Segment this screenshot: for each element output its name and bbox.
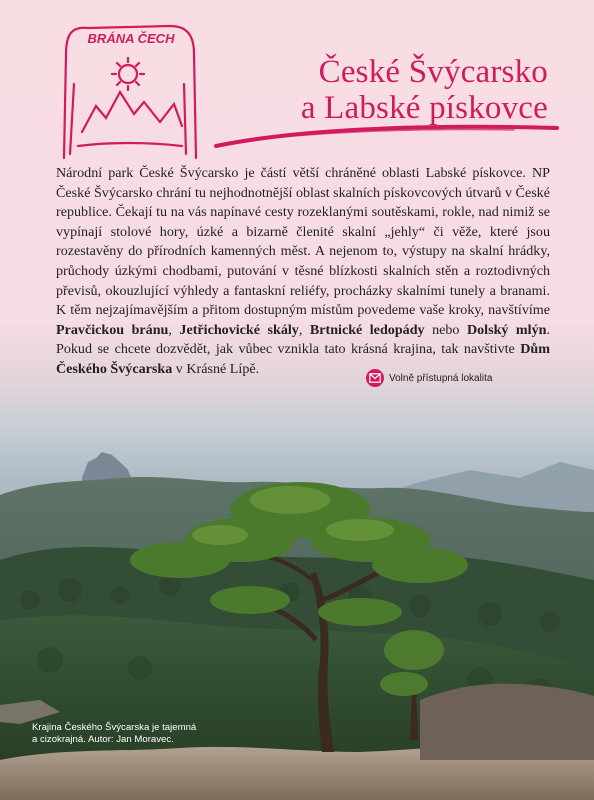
article-text: . Pokud se chcete dozvědět, jak vůbec vznikla tato krásná krajina, tak navštivte	[56, 321, 551, 358]
article-body	[56, 164, 550, 380]
access-note	[366, 368, 492, 388]
article-text: Národní park České Švýcarsko je částí větší chráněné oblasti Labské pískovce. NP České Švýcarsko chrání tu nejhodnotnější oblast skalních pískovcových útvarů v České republice. Čekají tu na vás napínavé cesty rozeklanými soutěskami, rokle, nad nimiž se vypínají stolové hory, úzké a bizarně členité skalní „jehly“ či věže, které jsou rozestavěny do přírodních kamenných měst. A nejenom to, výstupy na skalní hrádky, průchody úzkými chodbami, putování v těsné blízkosti skalních stěn a roztodivných převisů, okouzlující výhledy a fantaskní reliéfy, procházky skalními tunely a branami. K těm nejzajímavějším a přitom dostupným místům povedeme vaše kroky, navštívíme	[56, 165, 550, 319]
logo-text: BRÁNA ČECH	[87, 31, 175, 46]
link-jetrichovicke-skaly: Jetřichovické skály	[179, 321, 299, 338]
title-line-1: České Švýcarsko	[318, 54, 548, 90]
page-title	[301, 54, 548, 126]
title-swoosh	[214, 120, 559, 150]
title-line-2: a Labské pískovce	[300, 90, 548, 126]
article-text: v Krásné Lípě.	[172, 360, 260, 377]
link-brtnicke-ledopady: Brtnické ledopády	[309, 321, 425, 338]
article-text: ,	[298, 321, 310, 338]
caption-line-1: Krajina Českého Švýcarska je tajemná	[32, 722, 197, 733]
photo-caption	[32, 722, 232, 746]
link-dum-ceskeho-svycarska: Dům Českého Švýcarska	[56, 341, 550, 377]
article-text: ,	[168, 321, 180, 338]
caption-line-2: a cizokrajná. Autor: Jan Moravec.	[32, 734, 174, 745]
article-text: nebo	[424, 321, 467, 338]
link-dolsky-mlyn: Dolský mlýn	[466, 321, 547, 338]
access-note-label: Volně přístupná lokalita	[389, 372, 493, 384]
accessible-location-icon	[366, 369, 384, 387]
logo-brana-cech	[48, 14, 210, 162]
link-pravcicka-brana: Pravčickou bránu	[56, 321, 169, 338]
